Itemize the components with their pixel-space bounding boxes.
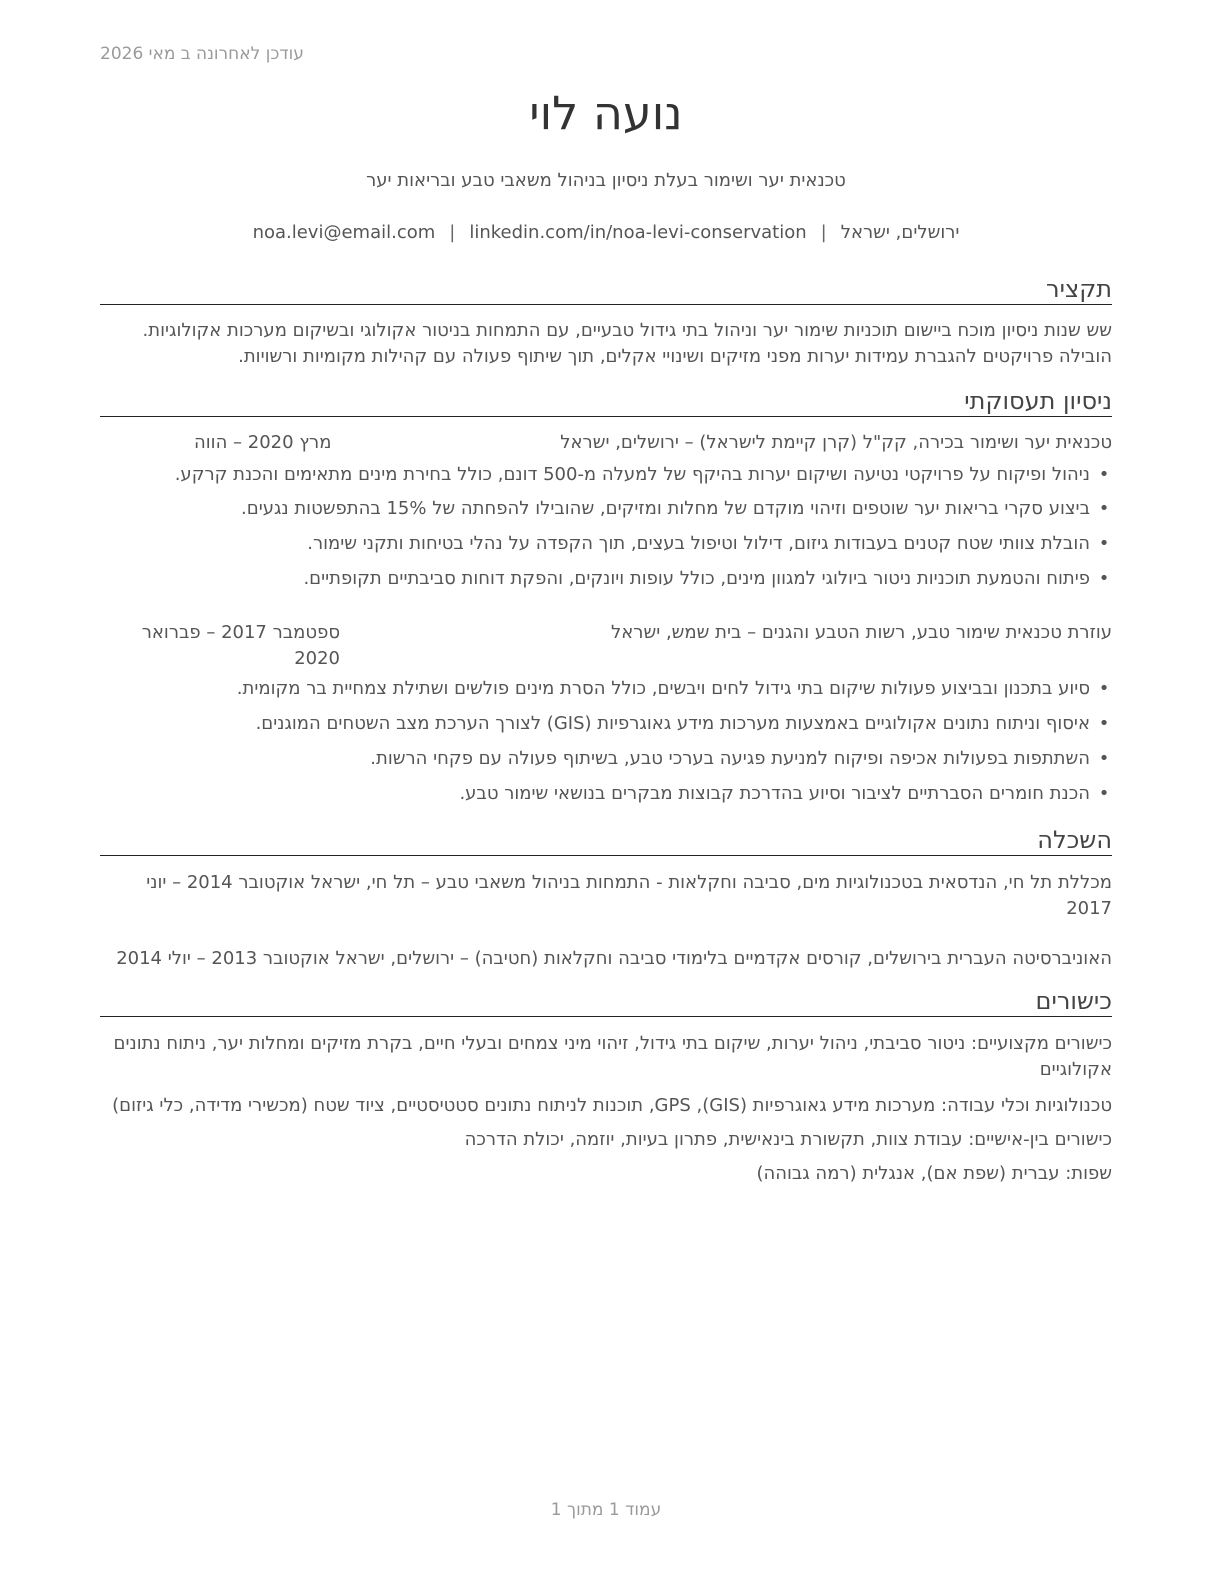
skills-line: כישורים מקצועיים: ניטור סביבתי, ניהול יערות, שיקום בתי גידול, זיהוי מיני צמחים ובעלי חיים, בקרת מזיקים ומחלות יער, ניתוח נתונים אקולוגיים xyxy=(113,1033,1112,1080)
skills-line: כישורים בין-אישיים: עבודת צוות, תקשורת בינאישית, פתרון בעיות, יוזמה, יכולת הדרכה xyxy=(464,1129,1112,1150)
section-heading-summary: תקציר xyxy=(100,274,1112,305)
job-bullet: •השתתפות בפעולות אכיפה ופיקוח למניעת פגיעה בערכי טבע, בשיתוף פעולה עם פקחי הרשות. xyxy=(370,746,1112,772)
resume-page xyxy=(100,0,1112,1584)
job-bullet: •סיוע בתכנון ובביצוע פעולות שיקום בתי גידול לחים ויבשים, כולל הסרת מינים פולשים ושתילת צמחיית בר מקומית. xyxy=(237,676,1112,702)
summary-text: שש שנות ניסיון מוכח ביישום תוכניות שימור יער וניהול בתי גידול טבעיים, עם התמחות בניטור אקולוגי ובשיקום מערכות אקולוגיות. הובילה פרויקטים להגברת עמידות יערות מפני מזיקים ושינויי אקלים, תוך שיתוף פעולה עם קהילות מקומיות ורשויות. xyxy=(142,320,1112,367)
bullet-icon: • xyxy=(1098,464,1110,485)
candidate-name: נועה לוי xyxy=(529,86,683,140)
job-dates: מרץ 2020 – הווה xyxy=(194,432,332,453)
page-number: עמוד 1 מתוך 1 xyxy=(550,1500,662,1520)
contact-separator: | xyxy=(449,222,456,243)
contact-location: ירושלים, ישראל xyxy=(840,222,960,243)
skills-line: טכנולוגיות וכלי עבודה: מערכות מידע גאוגרפיות (GIS), GPS, תוכנות לניתוח נתונים סטטיסטיים, ציוד שטח (מכשירי מדידה, כלי גיזום) xyxy=(112,1095,1112,1116)
last-updated: עודכן לאחרונה ב מאי 2026 xyxy=(100,44,304,64)
bullet-icon: • xyxy=(1098,678,1110,699)
job-title: טכנאית יער ושימור בכירה, קק"ל (קרן קיימת לישראל) – ירושלים, ישראל xyxy=(560,432,1112,453)
bullet-icon: • xyxy=(1098,783,1110,804)
job-bullet: •ניהול ופיקוח על פרויקטי נטיעה ושיקום יערות בהיקף של למעלה מ-500 דונם, כולל בחירת מינים מתאימים והכנת קרקע. xyxy=(175,462,1112,488)
contact-email[interactable]: noa.levi@email.com xyxy=(252,222,436,243)
section-heading-skills: כישורים xyxy=(100,986,1112,1017)
job-bullet: •איסוף וניתוח נתונים אקולוגיים באמצעות מערכות מידע גאוגרפיות (GIS) לצורך הערכת מצב השטחים המוגנים. xyxy=(256,711,1112,737)
bullet-icon: • xyxy=(1098,748,1110,769)
candidate-headline: טכנאית יער ושימור בעלת ניסיון בניהול משאבי טבע ובריאות יער xyxy=(366,170,846,191)
education-entry: מכללת תל חי, הנדסאית בטכנולוגיות מים, סביבה וחקלאות - התמחות בניהול משאבי טבע – תל חי, ישראל אוקטובר 2014 – יוני 2017 xyxy=(146,872,1112,919)
education-entry: האוניברסיטה העברית בירושלים, קורסים אקדמיים בלימודי סביבה וחקלאות (חטיבה) – ירושלים, ישראל אוקטובר 2013 – יולי 2014 xyxy=(116,948,1112,969)
job-title: עוזרת טכנאית שימור טבע, רשות הטבע והגנים – בית שמש, ישראל xyxy=(611,622,1112,643)
job-dates: ספטמבר 2017 – פברואר 2020 xyxy=(141,622,340,669)
bullet-icon: • xyxy=(1098,533,1110,554)
section-heading-education: השכלה xyxy=(100,825,1112,856)
job-bullet: •הובלת צוותי שטח קטנים בעבודות גיזום, דילול וטיפול בעצים, תוך הקפדה על נהלי בטיחות ותקני שימור. xyxy=(307,531,1112,557)
bullet-icon: • xyxy=(1098,498,1110,519)
contact-line xyxy=(100,222,1112,243)
job-bullet: •ביצוע סקרי בריאות יער שוטפים וזיהוי מוקדם של מחלות ומזיקים, שהובילו להפחתה של 15% בהתפשטות נגעים. xyxy=(241,496,1112,522)
section-heading-experience: ניסיון תעסוקתי xyxy=(100,386,1112,417)
contact-linkedin[interactable]: linkedin.com/in/noa-levi-conservation xyxy=(469,222,807,243)
job-bullet: •הכנת חומרים הסברתיים לציבור וסיוע בהדרכת קבוצות מבקרים בנושאי שימור טבע. xyxy=(459,781,1112,807)
bullet-icon: • xyxy=(1098,568,1110,589)
bullet-icon: • xyxy=(1098,713,1110,734)
skills-line: שפות: עברית (שפת אם), אנגלית (רמה גבוהה) xyxy=(756,1163,1112,1184)
contact-separator: | xyxy=(820,222,827,243)
job-bullet: •פיתוח והטמעת תוכניות ניטור ביולוגי למגוון מינים, כולל עופות ויונקים, והפקת דוחות סביבתיים תקופתיים. xyxy=(303,566,1112,592)
